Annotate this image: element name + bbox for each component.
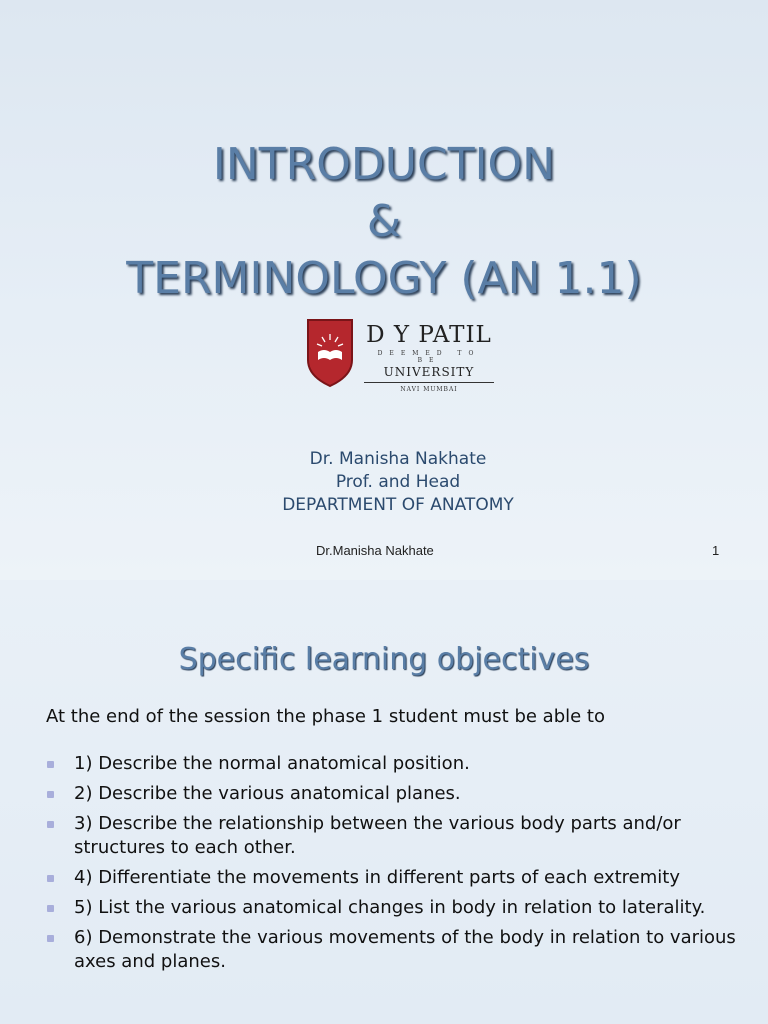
author-name: Dr. Manisha Nakhate [309,449,487,469]
university-logo-text [364,322,494,393]
slide-title-line-1: INTRODUCTION [212,139,556,190]
objective-text: 3) Describe the relationship between the various body parts and/or structures to each other. [74,813,681,858]
square-bullet-icon [47,905,54,912]
slide-title-line-3: TERMINOLOGY (AN 1.1) [126,253,642,304]
objectives-list [44,752,744,980]
logo-university-word: UNIVERSITY [364,365,494,383]
slide-title-line-2: & [366,196,402,247]
objectives-title: Specific learning objectives [178,642,590,677]
author-department: DEPARTMENT OF ANATOMY [282,495,514,515]
logo-city: NAVI MUMBAI [400,386,458,393]
footer-author: Dr.Manisha Nakhate [316,543,434,558]
objectives-slide [0,580,768,1024]
objective-item [44,926,744,974]
square-bullet-icon [47,791,54,798]
university-shield-logo [304,316,356,388]
square-bullet-icon [47,761,54,768]
objective-item [44,866,744,890]
logo-deemed-text: DEEMED TO BE [377,350,481,364]
objective-text: 4) Differentiate the movements in different parts of each extremity [74,867,680,888]
objective-text: 5) List the various anatomical changes in body in relation to laterality. [74,897,706,918]
objective-item [44,896,744,920]
objectives-intro: At the end of the session the phase 1 student must be able to [46,706,606,727]
objective-item [44,752,744,776]
square-bullet-icon [47,875,54,882]
author-position: Prof. and Head [335,472,461,492]
objective-text: 6) Demonstrate the various movements of the body in relation to various axes and planes. [74,927,736,972]
objective-text: 2) Describe the various anatomical planes. [74,783,461,804]
square-bullet-icon [47,821,54,828]
objective-item [44,782,744,806]
square-bullet-icon [47,935,54,942]
logo-university-name: D Y PATIL [366,322,492,348]
objective-item [44,812,744,860]
page-number: 1 [712,543,720,558]
objective-text: 1) Describe the normal anatomical position. [74,753,470,774]
